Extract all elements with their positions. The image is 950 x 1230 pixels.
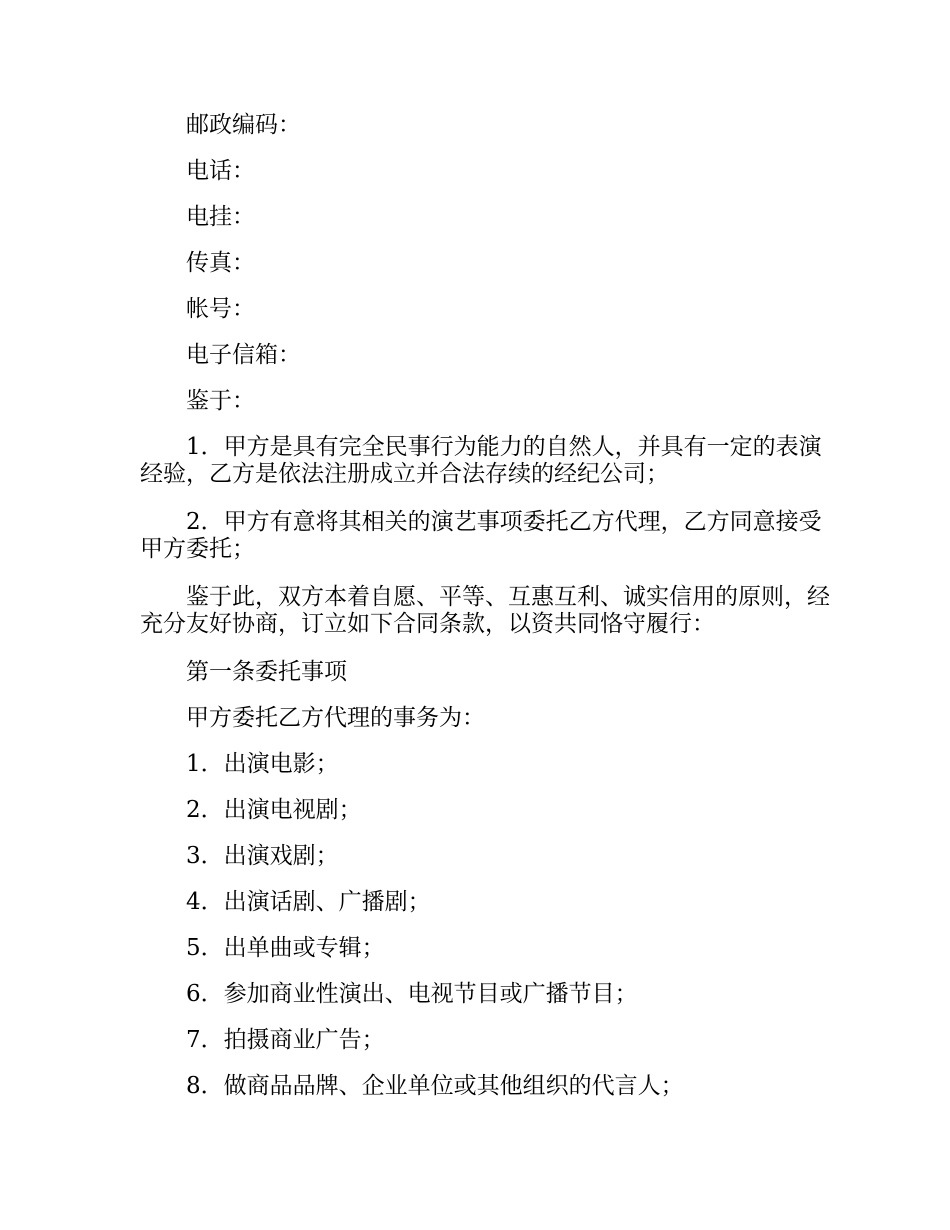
whereas-clause-2: 2．甲方有意将其相关的演艺事项委托乙方代理，乙方同意接受甲方委托； — [140, 509, 822, 562]
list-item: 8．做商品品牌、企业单位或其他组织的代言人； — [186, 1073, 684, 1099]
article-1-intro: 甲方委托乙方代理的事务为： — [186, 705, 485, 731]
list-item: 2．出演电视剧； — [186, 797, 362, 823]
list-item: 3．出演戏剧； — [186, 843, 339, 869]
document-page — [140, 112, 830, 1119]
list-item: 5．出单曲或专辑； — [186, 935, 385, 961]
email-field: 电子信箱： — [186, 342, 301, 368]
list-item: 1．出演电影； — [186, 751, 339, 777]
list-item: 7．拍摄商业广告； — [186, 1027, 385, 1053]
list-item: 6．参加商业性演出、电视节目或广播节目； — [186, 981, 638, 1007]
whereas-clause-1: 1．甲方是具有完全民事行为能力的自然人，并具有一定的表演经验，乙方是依法注册成立并合法存续的经纪公司； — [140, 434, 822, 487]
fax-field: 传真： — [186, 250, 255, 276]
list-item: 4．出演话剧、广播剧； — [186, 889, 431, 915]
article-1-title: 第一条委托事项 — [186, 659, 347, 685]
whereas-heading: 鉴于： — [186, 388, 255, 414]
account-field: 帐号： — [186, 296, 255, 322]
postal-code-field: 邮政编码： — [186, 112, 301, 138]
telegraph-field: 电挂： — [186, 204, 255, 230]
phone-field: 电话： — [186, 158, 255, 184]
whereas-conclusion: 鉴于此，双方本着自愿、平等、互惠互利、诚实信用的原则，经充分友好协商，订立如下合同条款，以资共同恪守履行： — [140, 584, 830, 637]
